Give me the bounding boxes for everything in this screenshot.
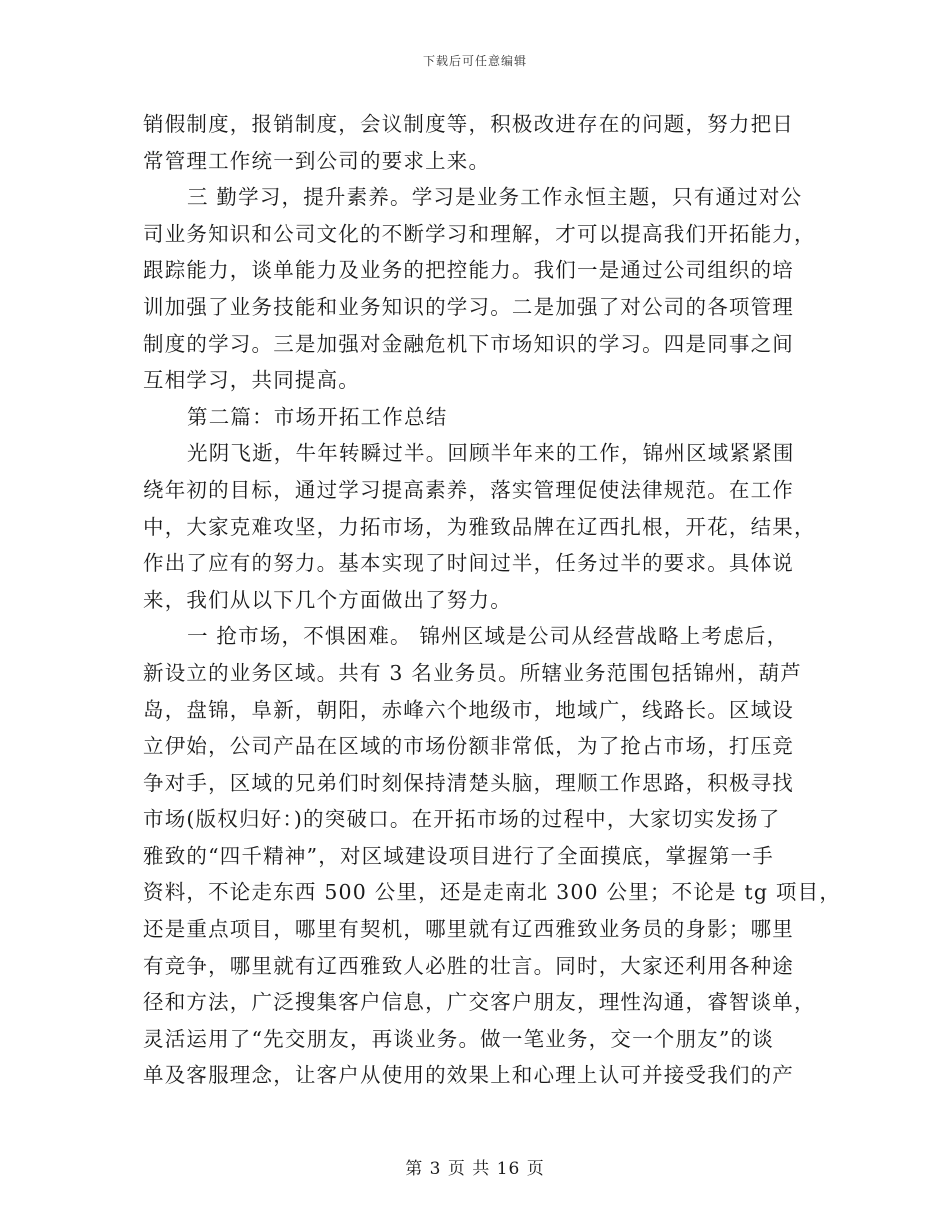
- text-line: 销假制度，报销制度，会议制度等，积极改进存在的问题，努力把日: [143, 112, 794, 136]
- text-line: 市场(版权归好：)的突破口。在开拓市场的过程中，大家切实发扬了: [143, 807, 781, 832]
- text-line: 作出了应有的努力。基本实现了时间过半，任务过半的要求。具体说: [143, 551, 794, 576]
- section-heading: 第二篇：市场开拓工作总结: [187, 404, 448, 429]
- text-line: 司业务知识和公司文化的不断学习和理解，才可以提高我们开拓能力，: [143, 221, 816, 246]
- text-line: 三 勤学习，提升素养。学习是业务工作永恒主题，只有通过对公: [187, 185, 803, 210]
- text-line: 单及客服理念，让客户从使用的效果上和心理上认可并接受我们的产: [143, 1063, 794, 1088]
- text-line: 来，我们从以下几个方面做出了努力。: [143, 587, 512, 612]
- page-header: 下载后可任意编辑: [422, 54, 527, 68]
- text-line: 立伊始，公司产品在区域的市场份额非常低，为了抢占市场，打压竞: [143, 734, 794, 759]
- text-line: 岛，盘锦，阜新，朝阳，赤峰六个地级市，地域广，线路长。区域设: [143, 697, 794, 722]
- text-line: 训加强了业务技能和业务知识的学习。二是加强了对公司的各项管理: [143, 294, 794, 319]
- page-footer: 第 3 页 共 16 页: [405, 1159, 545, 1179]
- text-line: 雅致的“四千精神”，对区域建设项目进行了全面摸底，掌握第一手: [143, 843, 774, 868]
- text-line: 互相学习，共同提高。: [143, 368, 360, 393]
- text-line: 有竞争，哪里就有辽西雅致人必胜的壮言。同时，大家还利用各种途: [143, 953, 794, 978]
- text-line: 跟踪能力，谈单能力及业务的把控能力。我们一是通过公司组织的培: [143, 258, 794, 283]
- text-line: 绕年初的目标，通过学习提高素养，落实管理促使法律规范。在工作: [143, 477, 794, 502]
- text-line: 径和方法，广泛搜集客户信息，广交客户朋友，理性沟通，睿智谈单，: [143, 990, 816, 1015]
- body-text: [143, 106, 842, 1094]
- text-line: 光阴飞逝，牛年转瞬过半。回顾半年来的工作，锦州区域紧紧围: [187, 441, 795, 466]
- text-line: 灵活运用了“先交朋友，再谈业务。做一笔业务，交一个朋友”的谈: [143, 1026, 774, 1051]
- text-line: 新设立的业务区域。共有 3 名业务员。所辖业务范围包括锦州，葫芦: [143, 660, 802, 685]
- text-line: 还是重点项目，哪里有契机，哪里就有辽西雅致业务员的身影；哪里: [143, 917, 794, 942]
- text-line: 资料，不论走东西 500 公里，还是走南北 300 公里；不论是 tg 项目，: [143, 880, 842, 905]
- text-line: 中，大家克难攻坚，力拓市场，为雅致品牌在辽西扎根，开花，结果，: [143, 514, 816, 539]
- text-line: 制度的学习。三是加强对金融危机下市场知识的学习。四是同事之间: [143, 331, 794, 356]
- text-line: 一 抢市场，不惧困难。 锦州区域是公司从经营战略上考虑后，: [187, 624, 789, 649]
- text-line: 常管理工作统一到公司的要求上来。: [143, 148, 491, 173]
- text-line: 争对手，区域的兄弟们时刻保持清楚头脑，理顺工作思路，积极寻找: [143, 770, 794, 795]
